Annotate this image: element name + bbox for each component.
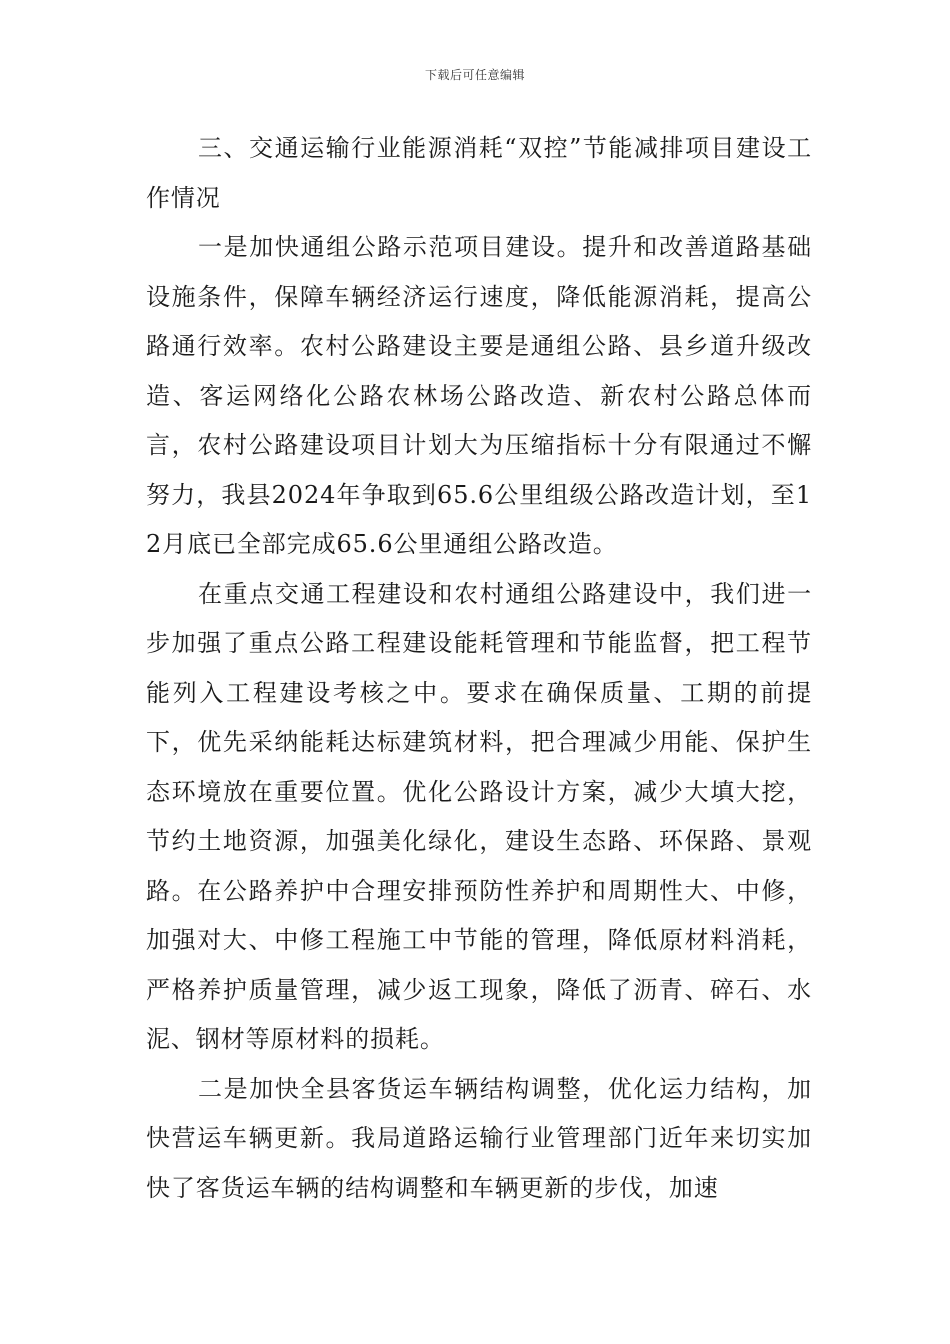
section-heading: 三、交通运输行业能源消耗“双控”节能减排项目建设工作情况 <box>146 134 812 212</box>
body-paragraph: 二是加快全县客货运车辆结构调整，优化运力结构，加快营运车辆更新。我局道路运输行业管理部门近年来切实加快了客货运车辆的结构调整和车辆更新的步伐，加速 <box>146 1074 812 1202</box>
document-body <box>146 124 812 1213</box>
body-paragraph: 在重点交通工程建设和农村通组公路建设中，我们进一步加强了重点公路工程建设能耗管理和节能监督，把工程节能列入工程建设考核之中。要求在确保质量、工期的前提下，优先采纳能耗达标建筑材料，把合理减少用能、保护生态环境放在重要位置。优化公路设计方案，减少大填大挖，节约土地资源，加强美化绿化，建设生态路、环保路、景观路。在公路养护中合理安排预防性养护和周期性大、中修，加强对大、中修工程施工中节能的管理，降低原材料消耗，严格养护质量管理，减少返工现象，降低了沥青、碎石、水泥、钢材等原材料的损耗。 <box>146 579 812 1053</box>
page-header-note: 下载后可任意编辑 <box>424 68 525 82</box>
body-paragraph: 一是加快通组公路示范项目建设。提升和改善道路基础设施条件，保障车辆经济运行速度，降低能源消耗，提高公路通行效率。农村公路建设主要是通组公路、县乡道升级改造、客运网络化公路农林场公路改造、新农村公路总体而言，农村公路建设项目计划大为压缩指标十分有限通过不懈努力，我县2024年争取到65.6公里组级公路改造计划，至12月底已全部完成65.6公里通组公路改造。 <box>146 233 812 558</box>
